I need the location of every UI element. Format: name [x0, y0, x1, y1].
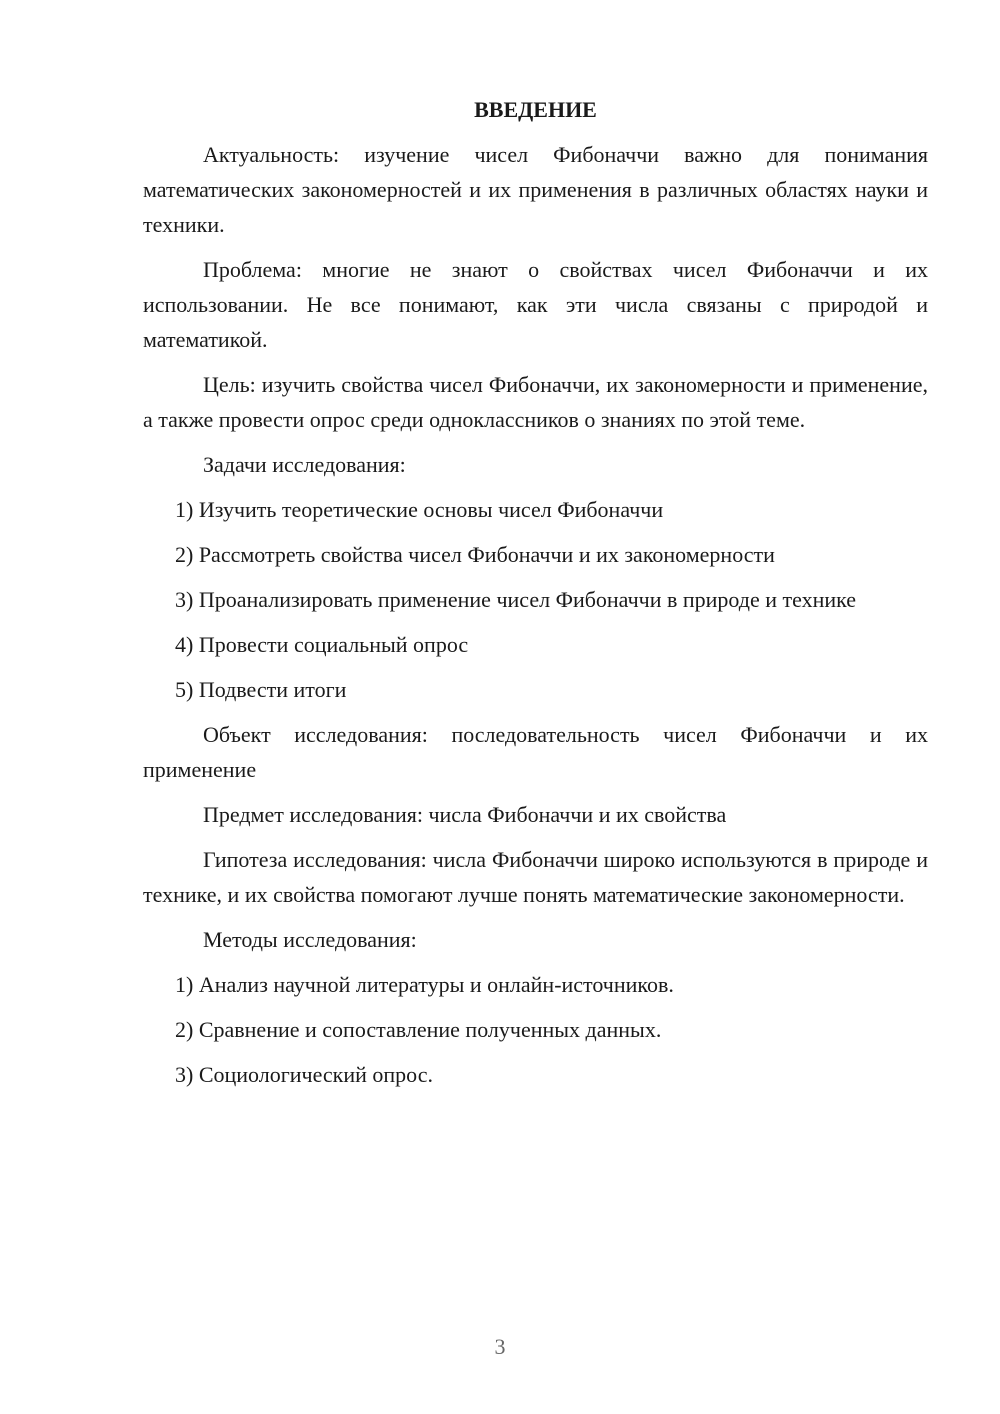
method-item: 3) Социологический опрос. [175, 1062, 433, 1087]
subject-paragraph: Предмет исследования: числа Фибоначчи и их свойства [203, 802, 727, 827]
method-item: 2) Сравнение и сопоставление полученных данных. [175, 1017, 662, 1042]
task-item: 5) Подвести итоги [175, 677, 347, 702]
goal-paragraph: Цель: изучить свойства чисел Фибоначчи, их закономерности и применение, а также провести опрос среди одноклассников о знаниях по этой теме. [143, 372, 928, 432]
hypothesis-paragraph: Гипотеза исследования: числа Фибоначчи широко используются в природе и технике, и их свойства помогают лучше понять математические закономерности. [143, 847, 928, 907]
relevance-paragraph: Актуальность: изучение чисел Фибоначчи важно для понимания математических закономерностей и их применения в различных областях науки и техники. [143, 142, 928, 237]
task-item: 1) Изучить теоретические основы чисел Фибоначчи [175, 497, 664, 522]
page-number: 3 [494, 1334, 506, 1359]
methods-heading: Методы исследования: [203, 927, 417, 952]
problem-paragraph: Проблема: многие не знают о свойствах чисел Фибоначчи и их использовании. Не все понимают, как эти числа связаны с природой и математикой. [143, 257, 928, 352]
task-item: 4) Провести социальный опрос [175, 632, 469, 657]
method-item: 1) Анализ научной литературы и онлайн-источников. [175, 972, 674, 997]
tasks-heading: Задачи исследования: [203, 452, 406, 477]
task-item: 3) Проанализировать применение чисел Фибоначчи в природе и технике [175, 587, 857, 612]
section-heading: ВВЕДЕНИЕ [474, 97, 597, 122]
task-item: 2) Рассмотреть свойства чисел Фибоначчи и их закономерности [175, 542, 775, 567]
document-body [143, 92, 928, 1102]
object-paragraph: Объект исследования: последовательность чисел Фибоначчи и их применение [143, 722, 928, 782]
